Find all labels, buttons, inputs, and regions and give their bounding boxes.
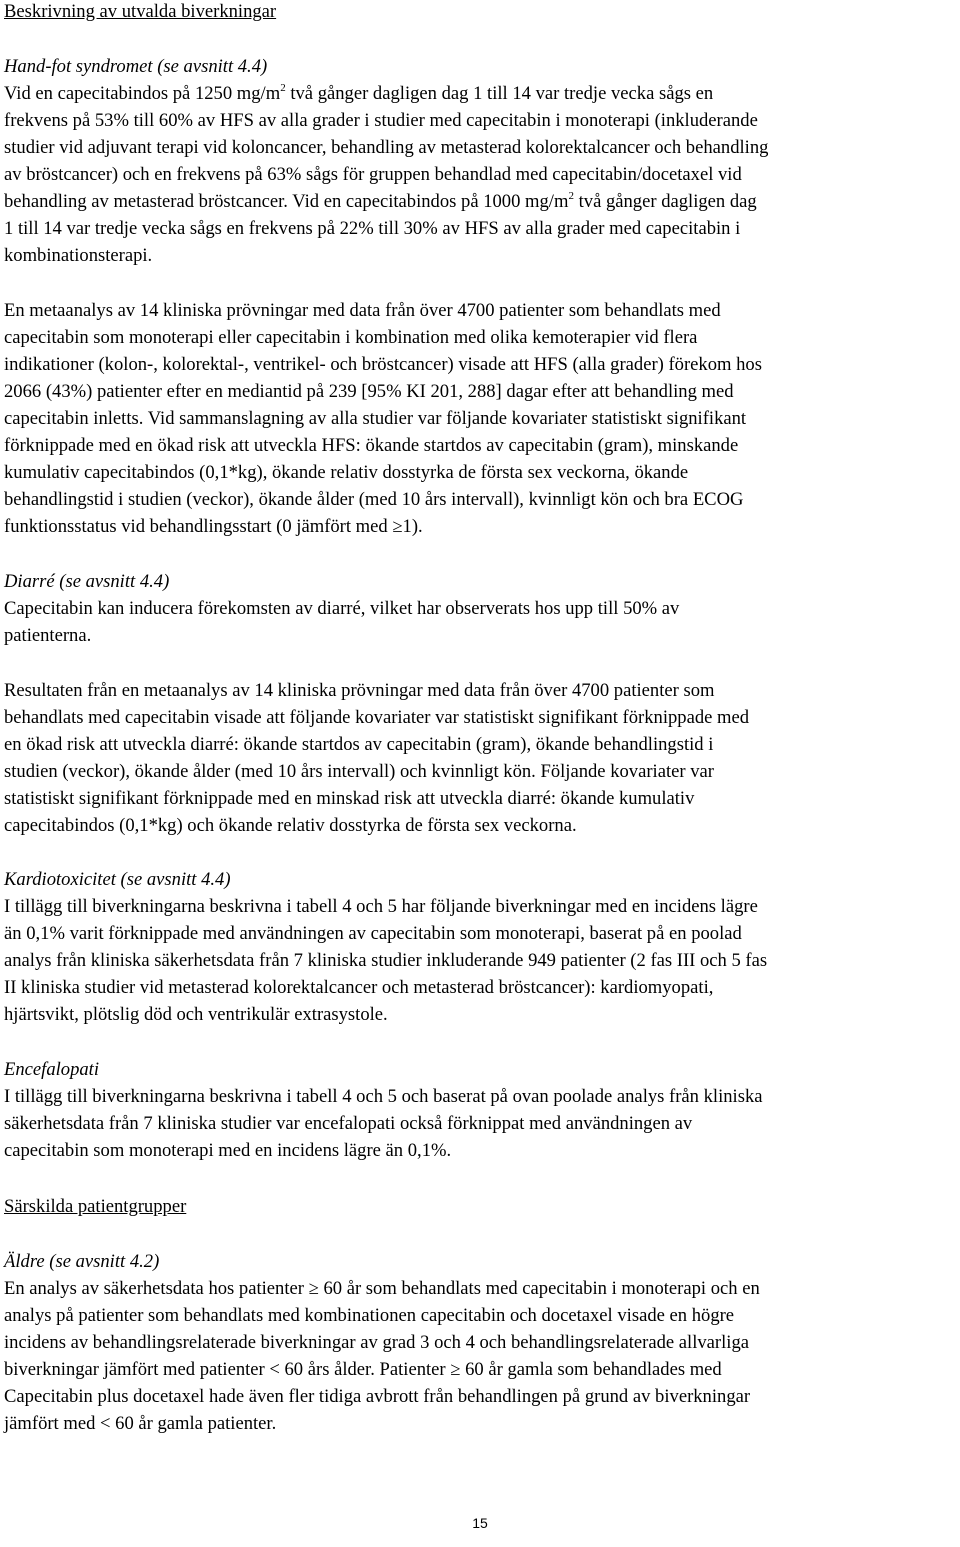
page-number: 15 bbox=[472, 1515, 488, 1531]
diarre-p2-line-3: en ökad risk att utveckla diarré: ökande startdos av capecitabin (gram), ökande behandlingstid i bbox=[4, 734, 714, 755]
subheading-encefalopati: Encefalopati bbox=[4, 1059, 100, 1080]
kardio-p1-line-3: analys från kliniska säkerhetsdata från 7 kliniska studier inkluderande 949 patienter (2 fas III och 5 fas bbox=[4, 950, 768, 971]
diarre-p2-line-6: capecitabindos (0,1*kg) och ökande relativ dosstyrka de första sex veckorna. bbox=[4, 815, 577, 836]
section-heading-patientgrupper: Särskilda patientgrupper bbox=[4, 1196, 187, 1217]
hfs-p2-line-3: indikationer (kolon-, kolorektal-, ventrikel- och bröstcancer) visade att HFS (alla grader) förekom hos bbox=[4, 354, 762, 375]
diarre-p2-line-2: behandlats med capecitabin visade att följande kovariater var statistiskt signifikant förknippade med bbox=[4, 707, 750, 728]
diarre-p2-line-5: statistiskt signifikant förknippade med en minskad risk att utveckla diarré: ökande kumulativ bbox=[4, 788, 695, 809]
encef-p1-line-3: capecitabin som monoterapi med en incidens lägre än 0,1%. bbox=[4, 1140, 452, 1161]
hfs-p2-line-1: En metaanalys av 14 kliniska prövningar med data från över 4700 patienter som behandlats med bbox=[4, 300, 721, 321]
hfs-p2-line-6: förknippade med en ökad risk att utveckla HFS: ökande startdos av capecitabin (gram), minskande bbox=[4, 435, 739, 456]
hfs-p2-line-7: kumulativ capecitabindos (0,1*kg), ökande relativ dosstyrka de första sex veckorna, ökande bbox=[4, 462, 689, 483]
aldre-p1-line-2: analys på patienter som behandlats med kombinationen capecitabin och docetaxel visade en högre bbox=[4, 1305, 735, 1326]
section-heading-biverkningar: Beskrivning av utvalda biverkningar bbox=[4, 1, 277, 22]
diarre-p2-line-1: Resultaten från en metaanalys av 14 kliniska prövningar med data från över 4700 patienter som bbox=[4, 680, 715, 701]
aldre-p1-line-3: incidens av behandlingsrelaterade biverkningar av grad 3 och 4 och behandlingsrelaterade allvarliga bbox=[4, 1332, 749, 1353]
hfs-p1-line-6: 1 till 14 var tredje vecka sågs en frekvens på 22% till 30% av HFS av alla grader med capecitabin i bbox=[4, 218, 741, 239]
hfs-p1-line-5: behandling av metasterad bröstcancer. Vid en capecitabindos på 1000 $mg/m^2$ två gånger dagligen dag bbox=[4, 189, 757, 212]
kardio-p1-line-4: II kliniska studier vid metasterad kolorektalcancer och metasterad bröstcancer): kardiomyopati, bbox=[4, 977, 714, 998]
hfs-p1-line-1: Vid en capecitabindos på 1250 $mg/m^2$ två gånger dagligen dag 1 till 14 var tredje vecka sågs en bbox=[4, 81, 714, 104]
subheading-diarre: Diarré (se avsnitt 4.4) bbox=[4, 571, 170, 592]
kardio-p1-line-5: hjärtsvikt, plötslig död och ventrikulär extrasystole. bbox=[4, 1004, 388, 1025]
diarre-p1-line-1: Capecitabin kan inducera förekomsten av diarré, vilket har observerats hos upp till 50% av bbox=[4, 598, 680, 619]
encef-p1-line-2: säkerhetsdata från 7 kliniska studier var encefalopati också förknippat med användningen av bbox=[4, 1113, 693, 1134]
aldre-p1-line-6: jämfört med < 60 år gamla patienter. bbox=[4, 1413, 277, 1434]
aldre-p1-line-1: En analys av säkerhetsdata hos patienter ≥ 60 år som behandlats med capecitabin i monoterapi och en bbox=[4, 1278, 760, 1299]
aldre-p1-line-5: Capecitabin plus docetaxel hade även fler tidiga avbrott från behandlingen på grund av biverkningar bbox=[4, 1386, 751, 1407]
hfs-p2-line-5: capecitabin inletts. Vid sammanslagning av alla studier var följande kovariater statistiskt signifikant bbox=[4, 408, 747, 429]
kardio-p1-line-1: I tillägg till biverkningarna beskrivna i tabell 4 och 5 har följande biverkningar med en incidens lägre bbox=[4, 896, 758, 917]
hfs-p1-line-3: studier vid adjuvant terapi vid koloncancer, behandling av metasterad kolorektalcancer och behandling bbox=[4, 137, 769, 158]
subheading-hfs: Hand-fot syndromet (se avsnitt 4.4) bbox=[4, 56, 268, 77]
diarre-p1-line-2: patienterna. bbox=[4, 625, 92, 646]
diarre-p2-line-4: studien (veckor), ökande ålder (med 10 års intervall) och kvinnligt kön. Följande kovariater var bbox=[4, 761, 714, 782]
hfs-p2-line-4: 2066 (43%) patienter efter en mediantid på 239 [95% KI 201, 288] dagar efter att behandling med bbox=[4, 381, 734, 402]
hfs-p1-line-2: frekvens på 53% till 60% av HFS av alla grader i studier med capecitabin i monoterapi (inkluderande bbox=[4, 110, 758, 131]
hfs-p1-line-7: kombinationsterapi. bbox=[4, 245, 153, 266]
hfs-p2-line-2: capecitabin som monoterapi eller capecitabin i kombination med olika kemoterapier vid flera bbox=[4, 327, 698, 348]
hfs-p2-line-8: behandlingstid i studien (veckor), ökande ålder (med 10 års intervall), kvinnligt kön och bra ECOG bbox=[4, 489, 744, 510]
hfs-p2-line-9: funktionsstatus vid behandlingsstart (0 jämfört med ≥1). bbox=[4, 516, 423, 537]
hfs-p1-line-4: av bröstcancer) och en frekvens på 63% sågs för gruppen behandlad med capecitabin/docetaxel vid bbox=[4, 164, 742, 185]
subheading-aldre: Äldre (se avsnitt 4.2) bbox=[4, 1251, 160, 1272]
kardio-p1-line-2: än 0,1% varit förknippade med användningen av capecitabin som monoterapi, baserat på en poolad bbox=[4, 923, 742, 944]
aldre-p1-line-4: biverkningar jämfört med patienter < 60 års ålder. Patienter ≥ 60 år gamla som behandlades med bbox=[4, 1359, 722, 1380]
encef-p1-line-1: I tillägg till biverkningarna beskrivna i tabell 4 och 5 och baserat på ovan poolade analys från kliniska bbox=[4, 1086, 763, 1107]
subheading-kardiotoxicitet: Kardiotoxicitet (se avsnitt 4.4) bbox=[4, 869, 231, 890]
